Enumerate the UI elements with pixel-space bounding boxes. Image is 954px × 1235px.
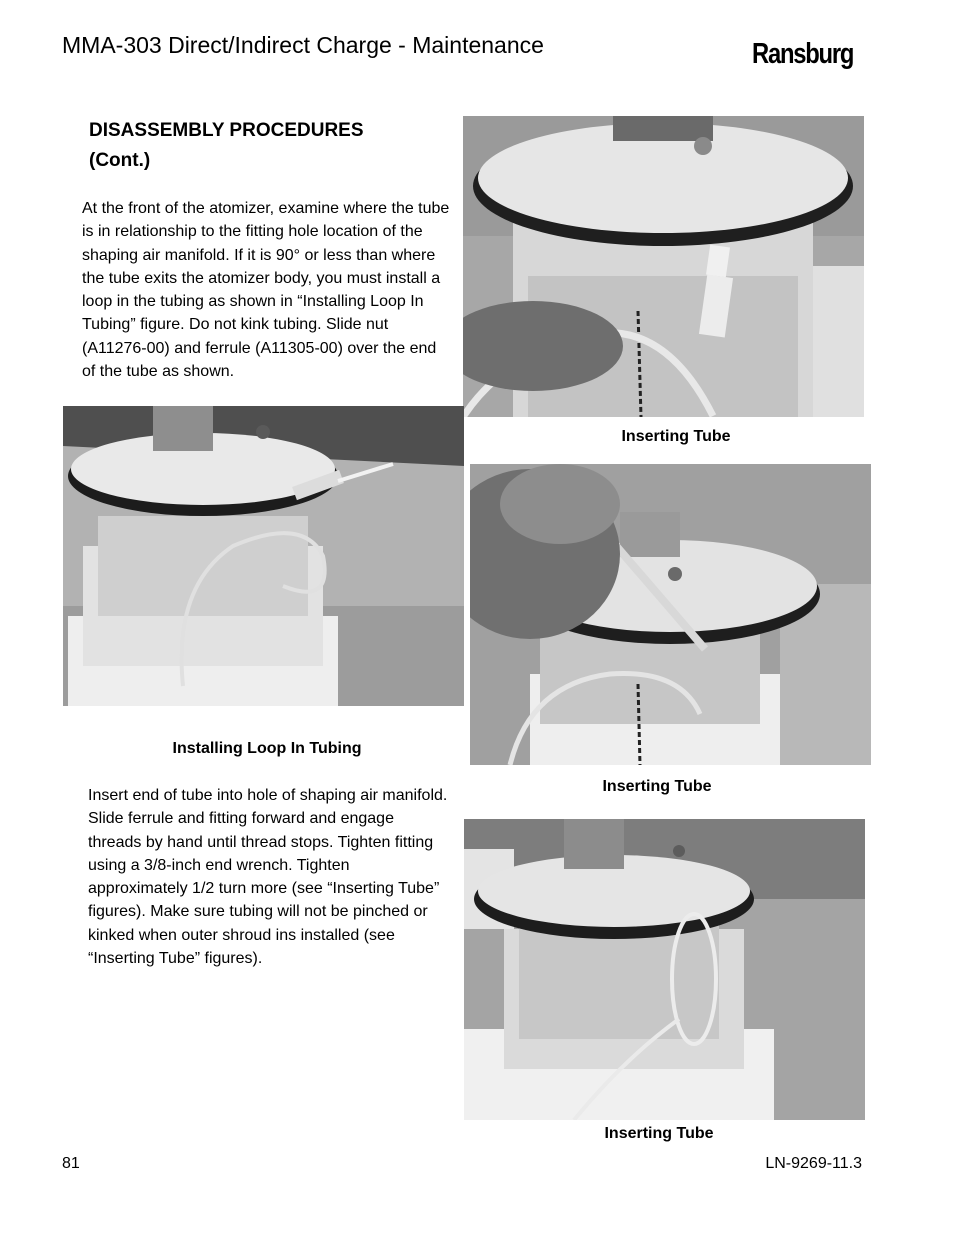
caption-inserting-tube-2: Inserting Tube [602,778,712,795]
photo-inserting-tube-3 [464,819,865,1120]
page-number: 81 [62,1155,80,1172]
ransburg-logo: Ransburg [752,38,854,70]
section-heading-line1: DISASSEMBLY PROCEDURES [89,120,364,141]
caption-inserting-tube-1: Inserting Tube [621,428,731,445]
photo-installing-loop [63,406,464,706]
paragraph-examine-tube: At the front of the atomizer, examine where the tube is in relationship to the fitting hole location of the shaping air manifold. If it is 90° or less than where the tube exits the atomizer body, you must install a loop in the tubing as shown in “Installing Loop In Tubing” figure. Do not kink tubing. Slide nut (A11276-00) and ferrule (A11305-00) over the end of the tube as shown. [82,200,450,381]
photo-inserting-tube-1 [463,116,864,417]
caption-installing-loop: Installing Loop In Tubing [172,740,362,757]
photo-inserting-tube-2 [470,464,871,765]
paragraph-insert-tube: Insert end of tube into hole of shaping air manifold. Slide ferrule and fitting forward and engage threads by hand until thread stops. Tighten fitting using a 3/8-inch end wrench. Tighten approximately 1/2 turn more (see “Inserting Tube” figures). Make sure tubing will not be pinched or kinked when outer shroud ins installed (see “Inserting Tube” figures). [88,787,448,968]
caption-inserting-tube-3: Inserting Tube [604,1125,714,1142]
page-header-title: MMA-303 Direct/Indirect Charge - Maintenance [62,32,544,58]
document-number: LN-9269-11.3 [765,1155,862,1172]
section-heading-line2: (Cont.) [89,150,151,171]
section-heading [89,116,449,176]
